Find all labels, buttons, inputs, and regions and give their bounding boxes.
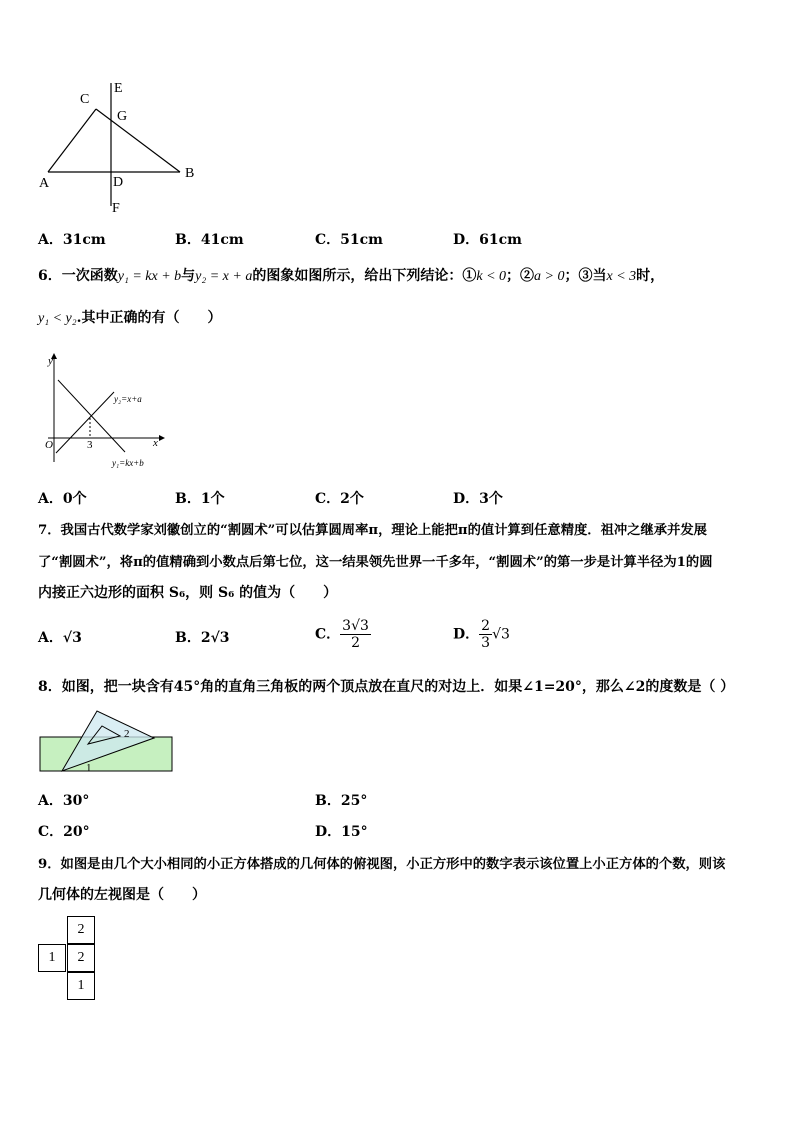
q5-option-c: C．51cm: [315, 232, 383, 248]
q6-y2-expr: y₂ = x + a: [195, 269, 253, 284]
q8-option-c: C．20°: [38, 824, 90, 840]
top-view-grid: [38, 916, 98, 1004]
q6-sep1: ；②: [506, 268, 535, 284]
label-e: E: [114, 81, 123, 96]
q7-option-c: [315, 618, 371, 651]
q6-sep2: ；③当: [564, 268, 607, 284]
label-b: B: [185, 166, 195, 181]
q7-option-a: A．√3: [38, 630, 82, 646]
linear-functions-graph: [40, 350, 170, 470]
q7-option-d-label: D．: [453, 626, 480, 643]
q7-option-d-fraction: [479, 618, 492, 651]
triangle-figure: [30, 78, 210, 218]
q5-option-a: A．31cm: [38, 232, 106, 248]
q7-option-d-denominator: 3: [481, 635, 491, 651]
q6-conclusion1: k < 0: [476, 269, 507, 284]
segment-cb: [96, 109, 180, 172]
q7-option-d: [453, 618, 510, 651]
q7-stem-line1: 7．我国古代数学家刘徽创立的“割圆术”可以估算圆周率π，理论上能把π的值计算到任意精度．祖冲之继承并发展: [38, 523, 707, 538]
grid-cell-bottom: 1: [67, 972, 95, 1000]
angle-1-label: 1: [86, 762, 92, 774]
q7-stem-line2: 了“割圆术”，将π的值精确到小数点后第七位，这一结果领先世界一千多年，“割圆术”的第一步是计算半径为1的圆: [38, 555, 713, 570]
angle-2-label: 2: [124, 728, 130, 740]
q6-text2: 时，: [636, 268, 665, 284]
q6-line2-text: .其中正确的有（ ）: [76, 310, 222, 326]
q7-option-b: B．2√3: [175, 630, 230, 646]
q6-line2-math: y₁ < y₂: [38, 311, 77, 326]
graph-x-label: x: [153, 437, 158, 449]
graph-line2-label: y₂=x+a: [114, 394, 142, 404]
graph-line1-label: y₁=kx+b: [112, 458, 144, 468]
line-y2: [56, 392, 114, 453]
q6-stem-line2: [38, 307, 221, 327]
q6-conclusion2: a > 0: [534, 269, 565, 284]
q7-option-d-tail: √3: [492, 626, 510, 643]
q8-option-a: A．30°: [38, 793, 90, 809]
q8-stem: 8．如图，把一块含有45°角的直角三角板的两个顶点放在直尺的对边上．如果∠1=20°，那么∠2的度数是（ ）: [38, 679, 735, 695]
grid-cell-top: 2: [67, 916, 95, 944]
label-g: G: [117, 109, 128, 124]
label-f: F: [112, 201, 120, 216]
q7-stem-line3: 内接正六边形的面积 S₆，则 S₆ 的值为（ ）: [38, 585, 338, 601]
q6-prefix: 6．一次函数: [38, 268, 118, 284]
q8-option-d: D．15°: [315, 824, 368, 840]
label-d: D: [113, 175, 124, 190]
q9-stem-line2: 几何体的左视图是（ ）: [38, 887, 206, 903]
q7-option-c-fraction: [340, 618, 371, 651]
q7-option-c-numerator: 3√3: [342, 618, 369, 634]
graph-y-label: y: [48, 355, 53, 367]
ruler-triangle-figure: [38, 708, 178, 778]
q6-conclusion3: x < 3: [606, 269, 637, 284]
label-a: A: [39, 176, 50, 191]
q7-option-c-label: C．: [315, 626, 341, 643]
q6-option-c: C．2个: [315, 491, 364, 507]
q7-option-c-denominator: 2: [351, 635, 360, 651]
q6-option-d: D．3个: [453, 491, 503, 507]
q7-option-d-numerator: 2: [481, 618, 491, 634]
graph-origin-label: O: [45, 439, 53, 451]
q5-option-b: B．41cm: [175, 232, 244, 248]
q6-mid: 与: [181, 268, 196, 284]
q5-option-d: D．61cm: [453, 232, 522, 248]
q6-stem-line1: [38, 265, 664, 285]
grid-cell-left: 1: [38, 944, 66, 972]
q6-text1: 的图象如图所示，给出下列结论：①: [252, 268, 477, 284]
q9-stem-line1: 9．如图是由几个大小相同的小正方体搭成的几何体的俯视图，小正方形中的数字表示该位置上小正方体的个数，则该: [38, 857, 726, 872]
q6-option-b: B．1个: [175, 491, 225, 507]
label-c: C: [80, 92, 90, 107]
graph-tick-3: 3: [87, 439, 93, 451]
grid-cell-center: 2: [67, 944, 95, 972]
segment-ac: [48, 109, 96, 172]
q6-y1-expr: y₁ = kx + b: [117, 269, 182, 284]
q8-option-b: B．25°: [315, 793, 368, 809]
q6-option-a: A．0个: [38, 491, 87, 507]
